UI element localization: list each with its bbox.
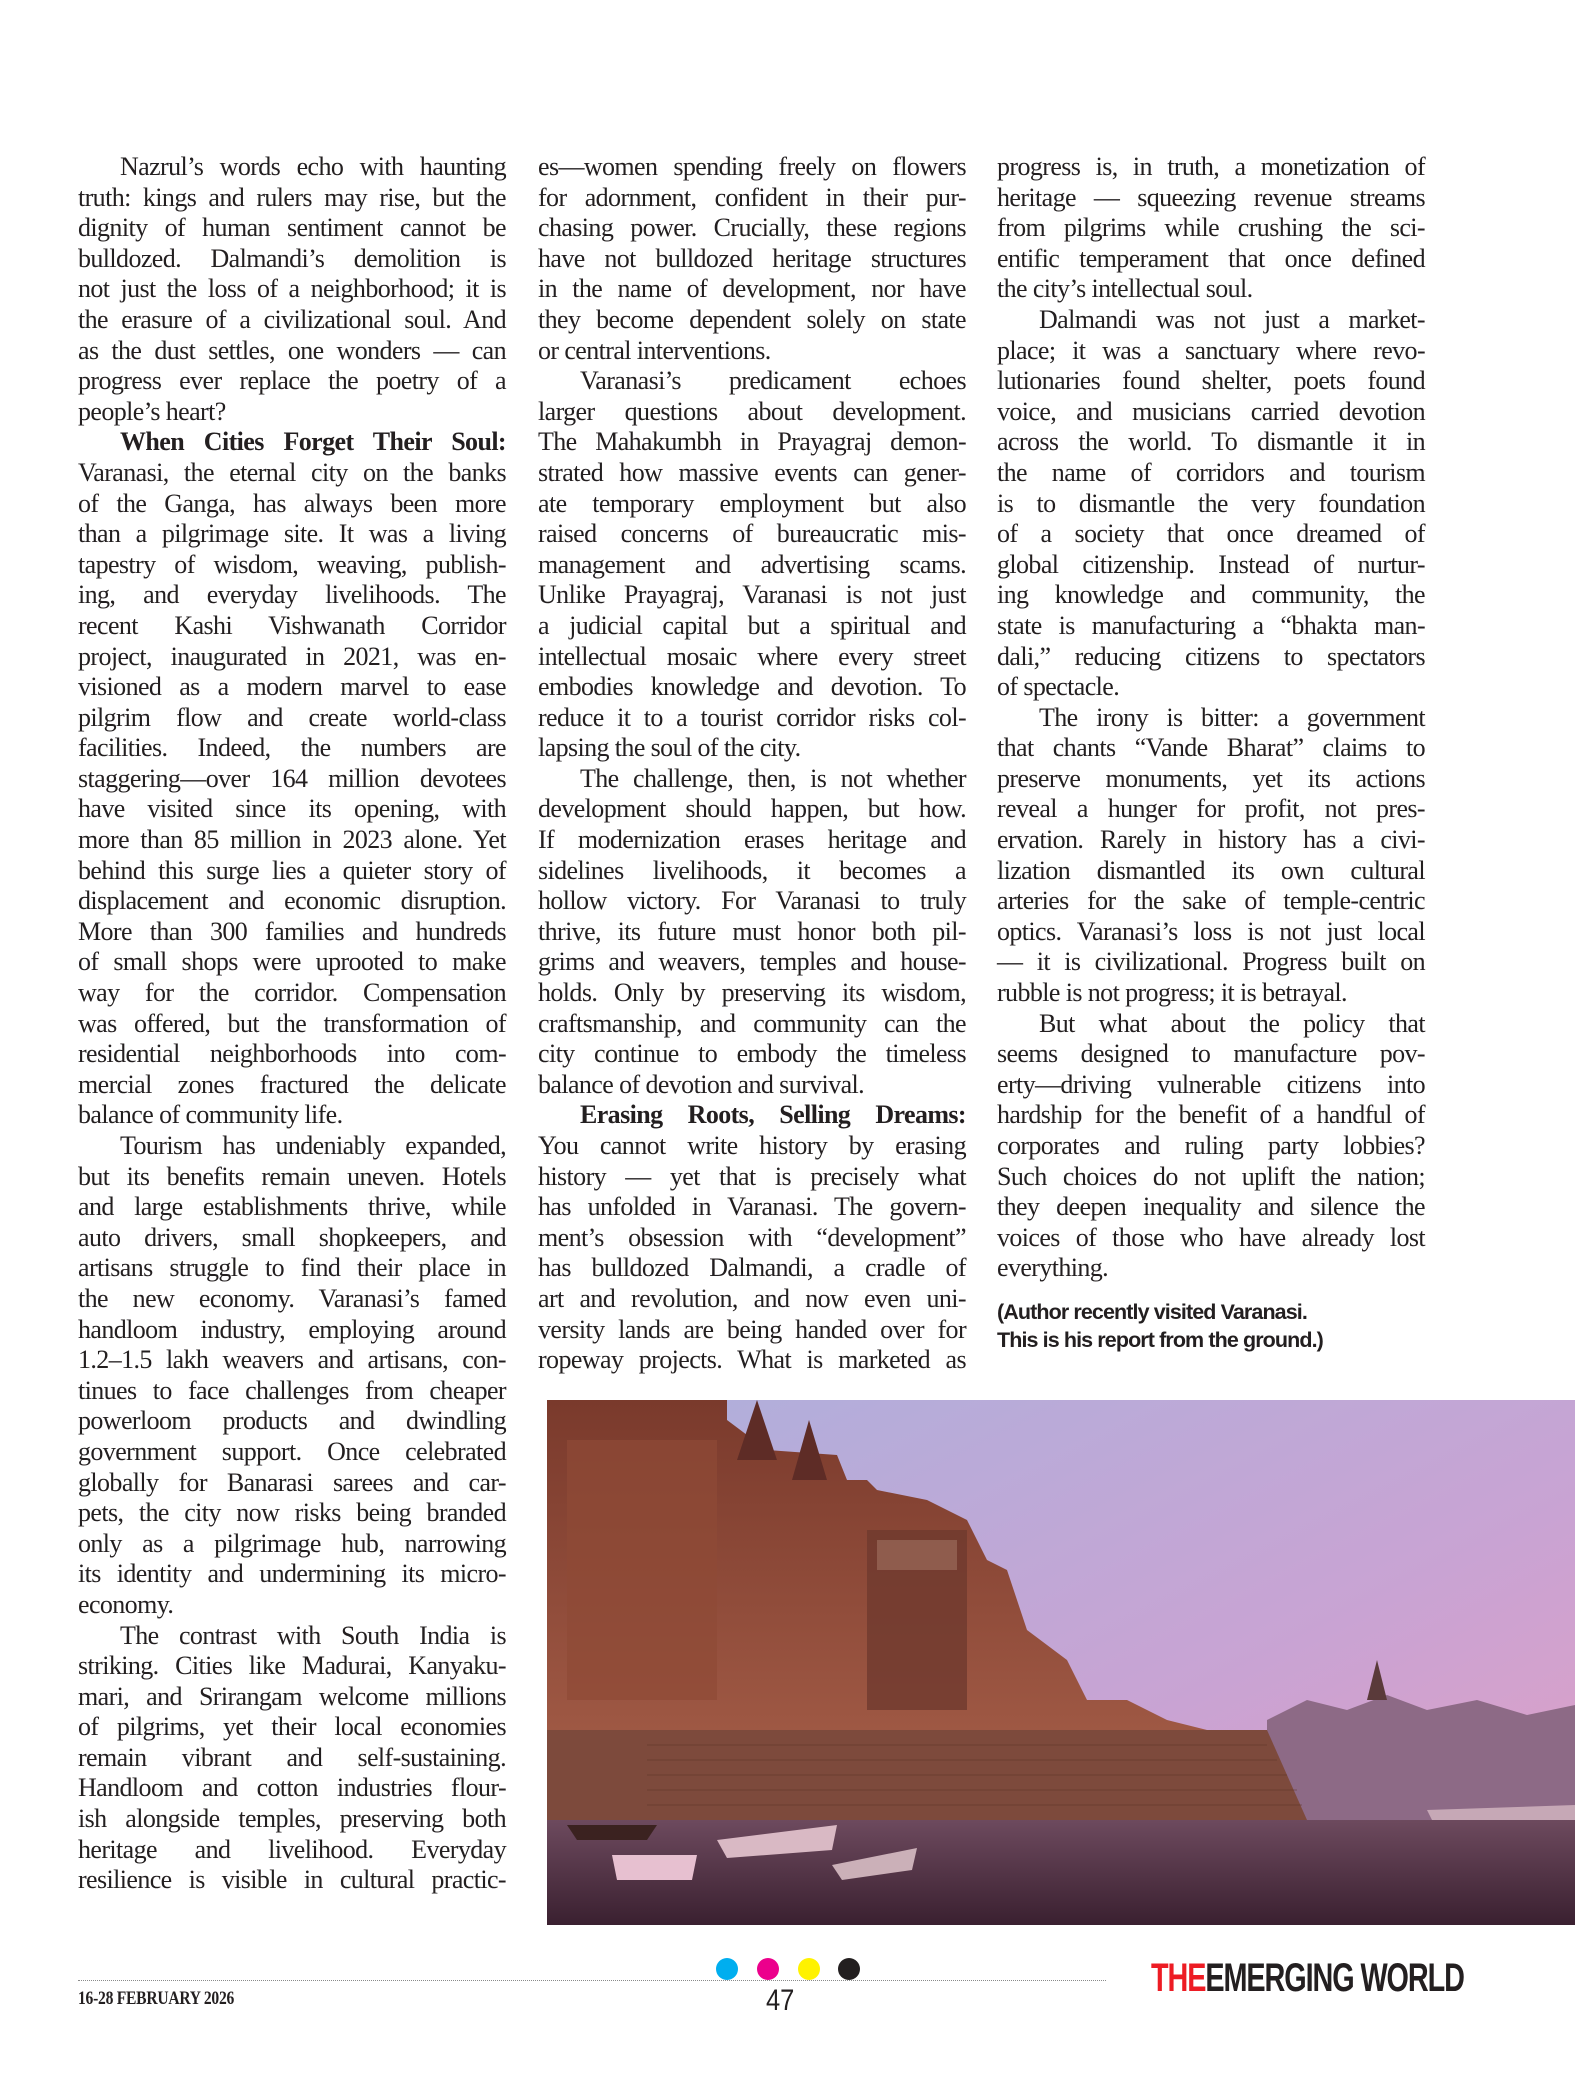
text-line: Tourism has undeniably expanded,	[120, 1131, 506, 1160]
text-line: not just the loss of a neighborhood; it is	[78, 274, 506, 304]
text-line: a judicial capital but a spiritual and	[538, 610, 966, 640]
text-line: project, inaugurated in 2021, was en-	[78, 641, 506, 671]
text-line: strated how massive events can gener-	[538, 457, 966, 487]
text-line: Dalmandi was not just a market-	[1039, 304, 1425, 334]
text-line: place; it was a sanctuary where revo-	[997, 335, 1425, 365]
text-line: More than 300 families and hundreds	[78, 916, 506, 946]
text-line: bulldozed. Dalmandi’s demolition is	[78, 243, 506, 273]
text-line: remain vibrant and self-sustaining.	[78, 1742, 506, 1772]
text-line: You cannot write history by erasing	[538, 1131, 966, 1160]
text-line: The challenge, then, is not whether	[580, 763, 966, 793]
text-line: tinues to face challenges from cheaper	[78, 1375, 506, 1405]
text-line: that chants “Vande Bharat” claims to	[997, 733, 1425, 763]
text-line: ropeway projects. What is marketed as	[538, 1345, 966, 1375]
text-line: mari, and Srirangam welcome millions	[78, 1681, 506, 1711]
text-line: lization dismantled its own cultural	[997, 855, 1425, 885]
section-heading-text: When Cities Forget Their Soul:	[120, 427, 506, 457]
text-line: more than 85 million in 2023 alone. Yet	[78, 825, 506, 855]
text-line: seems designed to manufacture pov-	[997, 1039, 1425, 1069]
text-line: reveal a hunger for profit, not pres-	[997, 794, 1425, 824]
text-line: Handloom and cotton industries flour-	[78, 1773, 506, 1803]
magenta-dot-icon	[757, 1958, 779, 1980]
text-line: the name of corridors and tourism	[997, 457, 1425, 487]
text-line: heritage and livelihood. Everyday	[78, 1834, 506, 1864]
text-line: progress is, in truth, a monetization of	[997, 152, 1425, 181]
yellow-dot-icon	[798, 1958, 820, 1980]
text-line: of pilgrims, yet their local economies	[78, 1712, 506, 1742]
text-line: mercial zones fractured the delicate	[78, 1069, 506, 1099]
section-heading	[538, 1100, 966, 1131]
text-line: displacement and economic disruption.	[78, 886, 506, 916]
text-line: voice, and musicians carried devotion	[997, 396, 1425, 426]
text-line: tapestry of wisdom, weaving, publish-	[78, 549, 506, 579]
text-line: thrive, its future must honor both pil-	[538, 916, 966, 946]
black-dot-icon	[838, 1958, 860, 1980]
text-line: optics. Varanasi’s loss is not just local	[997, 916, 1425, 946]
text-line: recent Kashi Vishwanath Corridor	[78, 610, 506, 640]
text-line: craftsmanship, and community can the	[538, 1008, 966, 1038]
text-line: ervation. Rarely in history has a civi-	[997, 825, 1425, 855]
text-line: of the Ganga, has always been more	[78, 488, 506, 518]
text-line: in the name of development, nor have	[538, 274, 966, 304]
text-line: ing, and everyday livelihoods. The	[78, 580, 506, 610]
author-credit-line: (Author recently visited Varanasi.	[997, 1299, 1307, 1324]
text-line: of a society that once dreamed of	[997, 519, 1425, 549]
text-line: economy.	[78, 1589, 174, 1619]
text-line: the new economy. Varanasi’s famed	[78, 1283, 506, 1313]
text-line: rubble is not progress; it is betrayal.	[997, 978, 1347, 1008]
text-line: as the dust settles, one wonders — can	[78, 335, 506, 365]
text-line: preserve monuments, yet its actions	[997, 763, 1425, 793]
text-line: only as a pilgrimage hub, narrowing	[78, 1528, 506, 1558]
text-line: es—women spending freely on flowers	[538, 152, 966, 181]
text-line: city continue to embody the timeless	[538, 1039, 966, 1069]
publication-logo	[1151, 1958, 1464, 1998]
text-line: facilities. Indeed, the numbers are	[78, 733, 506, 763]
text-line: intellectual mosaic where every street	[538, 641, 966, 671]
text-line: Varanasi’s predicament echoes	[580, 366, 966, 396]
text-line: corporates and ruling party lobbies?	[997, 1131, 1425, 1160]
text-line: truth: kings and rulers may rise, but the	[78, 182, 506, 212]
text-line: balance of devotion and survival.	[538, 1069, 865, 1099]
text-line: government support. Once celebrated	[78, 1436, 506, 1466]
text-line: has bulldozed Dalmandi, a cradle of	[538, 1253, 966, 1283]
text-line: hardship for the benefit of a handful of	[997, 1100, 1425, 1130]
text-line: and large establishments thrive, while	[78, 1192, 506, 1222]
text-line: management and advertising scams.	[538, 549, 966, 579]
text-line: pets, the city now risks being branded	[78, 1498, 506, 1528]
text-line: The irony is bitter: a government	[1039, 702, 1425, 732]
text-line: ish alongside temples, preserving both	[78, 1804, 506, 1834]
text-line: progress ever replace the poetry of a	[78, 366, 506, 396]
text-line: ing knowledge and community, the	[997, 580, 1425, 610]
section-heading-text: Erasing Roots, Selling Dreams:	[580, 1100, 966, 1130]
text-line: history — yet that is precisely what	[538, 1161, 966, 1191]
text-line: ment’s obsession with “development”	[538, 1222, 966, 1252]
text-line: development should happen, but how.	[538, 794, 966, 824]
article-column-2	[538, 152, 966, 1376]
text-line: larger questions about development.	[538, 396, 966, 426]
section-heading	[78, 427, 506, 458]
text-line: of spectacle.	[997, 672, 1120, 702]
page-number: 47	[766, 1984, 795, 2017]
text-line: than a pilgrimage site. It was a living	[78, 519, 506, 549]
issue-date: 16-28 FEBRUARY 2026	[78, 1988, 235, 2009]
text-line: way for the corridor. Compensation	[78, 978, 506, 1008]
text-line: have visited since its opening, with	[78, 794, 506, 824]
text-line: across the world. To dismantle it in	[997, 427, 1425, 457]
text-line: is to dismantle the very foundation	[997, 488, 1425, 518]
article-column-1	[78, 152, 506, 1896]
footer-dotted-rule	[78, 1980, 1106, 1981]
text-line: dali,” reducing citizens to spectators	[997, 641, 1425, 671]
text-line: people’s heart?	[78, 396, 226, 426]
text-line: from pilgrims while crushing the sci-	[997, 213, 1425, 243]
text-line: but its benefits remain uneven. Hotels	[78, 1161, 506, 1191]
text-line: sidelines livelihoods, it becomes a	[538, 855, 966, 885]
text-line: reduce it to a tourist corridor risks col-	[538, 702, 966, 732]
text-line: of small shops were uprooted to make	[78, 947, 506, 977]
text-line: handloom industry, employing around	[78, 1314, 506, 1344]
text-line: they become dependent solely on state	[538, 304, 966, 334]
text-line: for adornment, confident in their pur-	[538, 182, 966, 212]
text-line: hollow victory. For Varanasi to truly	[538, 886, 966, 916]
text-line: heritage — squeezing revenue streams	[997, 182, 1425, 212]
text-line: entific temperament that once defined	[997, 243, 1425, 273]
text-line: globally for Banarasi sarees and car-	[78, 1467, 506, 1497]
text-line: resilience is visible in cultural practic-	[78, 1865, 506, 1895]
text-line: art and revolution, and now even uni-	[538, 1283, 966, 1313]
text-line: state is manufacturing a “bhakta man-	[997, 610, 1425, 640]
text-line: its identity and undermining its micro-	[78, 1559, 506, 1589]
text-line: was offered, but the transformation of	[78, 1008, 506, 1038]
text-line: The contrast with South India is	[120, 1620, 506, 1650]
photo-illustration	[547, 1400, 1575, 1925]
text-line: residential neighborhoods into com-	[78, 1039, 506, 1069]
text-line: Unlike Prayagraj, Varanasi is not just	[538, 580, 966, 610]
text-line: auto drivers, small shopkeepers, and	[78, 1222, 506, 1252]
text-line: powerloom products and dwindling	[78, 1406, 506, 1436]
text-line: 1.2–1.5 lakh weavers and artisans, con-	[78, 1345, 506, 1375]
logo-emerging-world: EMERGING WORLD	[1205, 1956, 1464, 2000]
text-line: holds. Only by preserving its wisdom,	[538, 978, 966, 1008]
text-line: behind this surge lies a quieter story of	[78, 855, 506, 885]
text-line: The Mahakumbh in Prayagraj demon-	[538, 427, 966, 457]
text-line: dignity of human sentiment cannot be	[78, 213, 506, 243]
text-line: chasing power. Crucially, these regions	[538, 213, 966, 243]
text-line: versity lands are being handed over for	[538, 1314, 966, 1344]
text-line: visioned as a modern marvel to ease	[78, 672, 506, 702]
text-line: they deepen inequality and silence the	[997, 1192, 1425, 1222]
text-line: striking. Cities like Madurai, Kanyaku-	[78, 1651, 506, 1681]
text-line: voices of those who have already lost	[997, 1222, 1425, 1252]
author-credit-line: This is his report from the ground.)	[997, 1327, 1323, 1352]
text-line: artisans struggle to find their place in	[78, 1253, 506, 1283]
text-line: If modernization erases heritage and	[538, 825, 966, 855]
text-line: everything.	[997, 1253, 1109, 1283]
text-line: global citizenship. Instead of nurtur-	[997, 549, 1425, 579]
text-line: the city’s intellectual soul.	[997, 274, 1253, 304]
cyan-dot-icon	[716, 1958, 738, 1980]
text-line: — it is civilizational. Progress built on	[997, 947, 1425, 977]
text-line: Varanasi, the eternal city on the banks	[78, 457, 506, 487]
text-line: ate temporary employment but also	[538, 488, 966, 518]
text-line: the erasure of a civilizational soul. And	[78, 304, 506, 334]
text-line: embodies knowledge and devotion. To	[538, 672, 966, 702]
text-line: lapsing the soul of the city.	[538, 733, 801, 763]
text-line: But what about the policy that	[1039, 1008, 1425, 1038]
text-line: raised concerns of bureaucratic mis-	[538, 519, 966, 549]
text-line: erty—driving vulnerable citizens into	[997, 1069, 1425, 1099]
text-line: grims and weavers, temples and house-	[538, 947, 966, 977]
logo-the: THE	[1151, 1956, 1206, 2000]
text-line: Such choices do not uplift the nation;	[997, 1161, 1425, 1191]
article-column-3	[997, 152, 1425, 1354]
text-line: or central interventions.	[538, 335, 771, 365]
varanasi-ghats-photo	[547, 1400, 1575, 1925]
text-line: have not bulldozed heritage structures	[538, 243, 966, 273]
text-line: has unfolded in Varanasi. The govern-	[538, 1192, 966, 1222]
text-line: staggering—over 164 million devotees	[78, 763, 506, 793]
text-line: pilgrim flow and create world-class	[78, 702, 506, 732]
text-line: lutionaries found shelter, poets found	[997, 366, 1425, 396]
text-line: balance of community life.	[78, 1100, 343, 1130]
author-credit	[997, 1298, 1425, 1354]
text-line: Nazrul’s words echo with haunting	[120, 152, 506, 181]
text-line: arteries for the sake of temple-centric	[997, 886, 1425, 916]
